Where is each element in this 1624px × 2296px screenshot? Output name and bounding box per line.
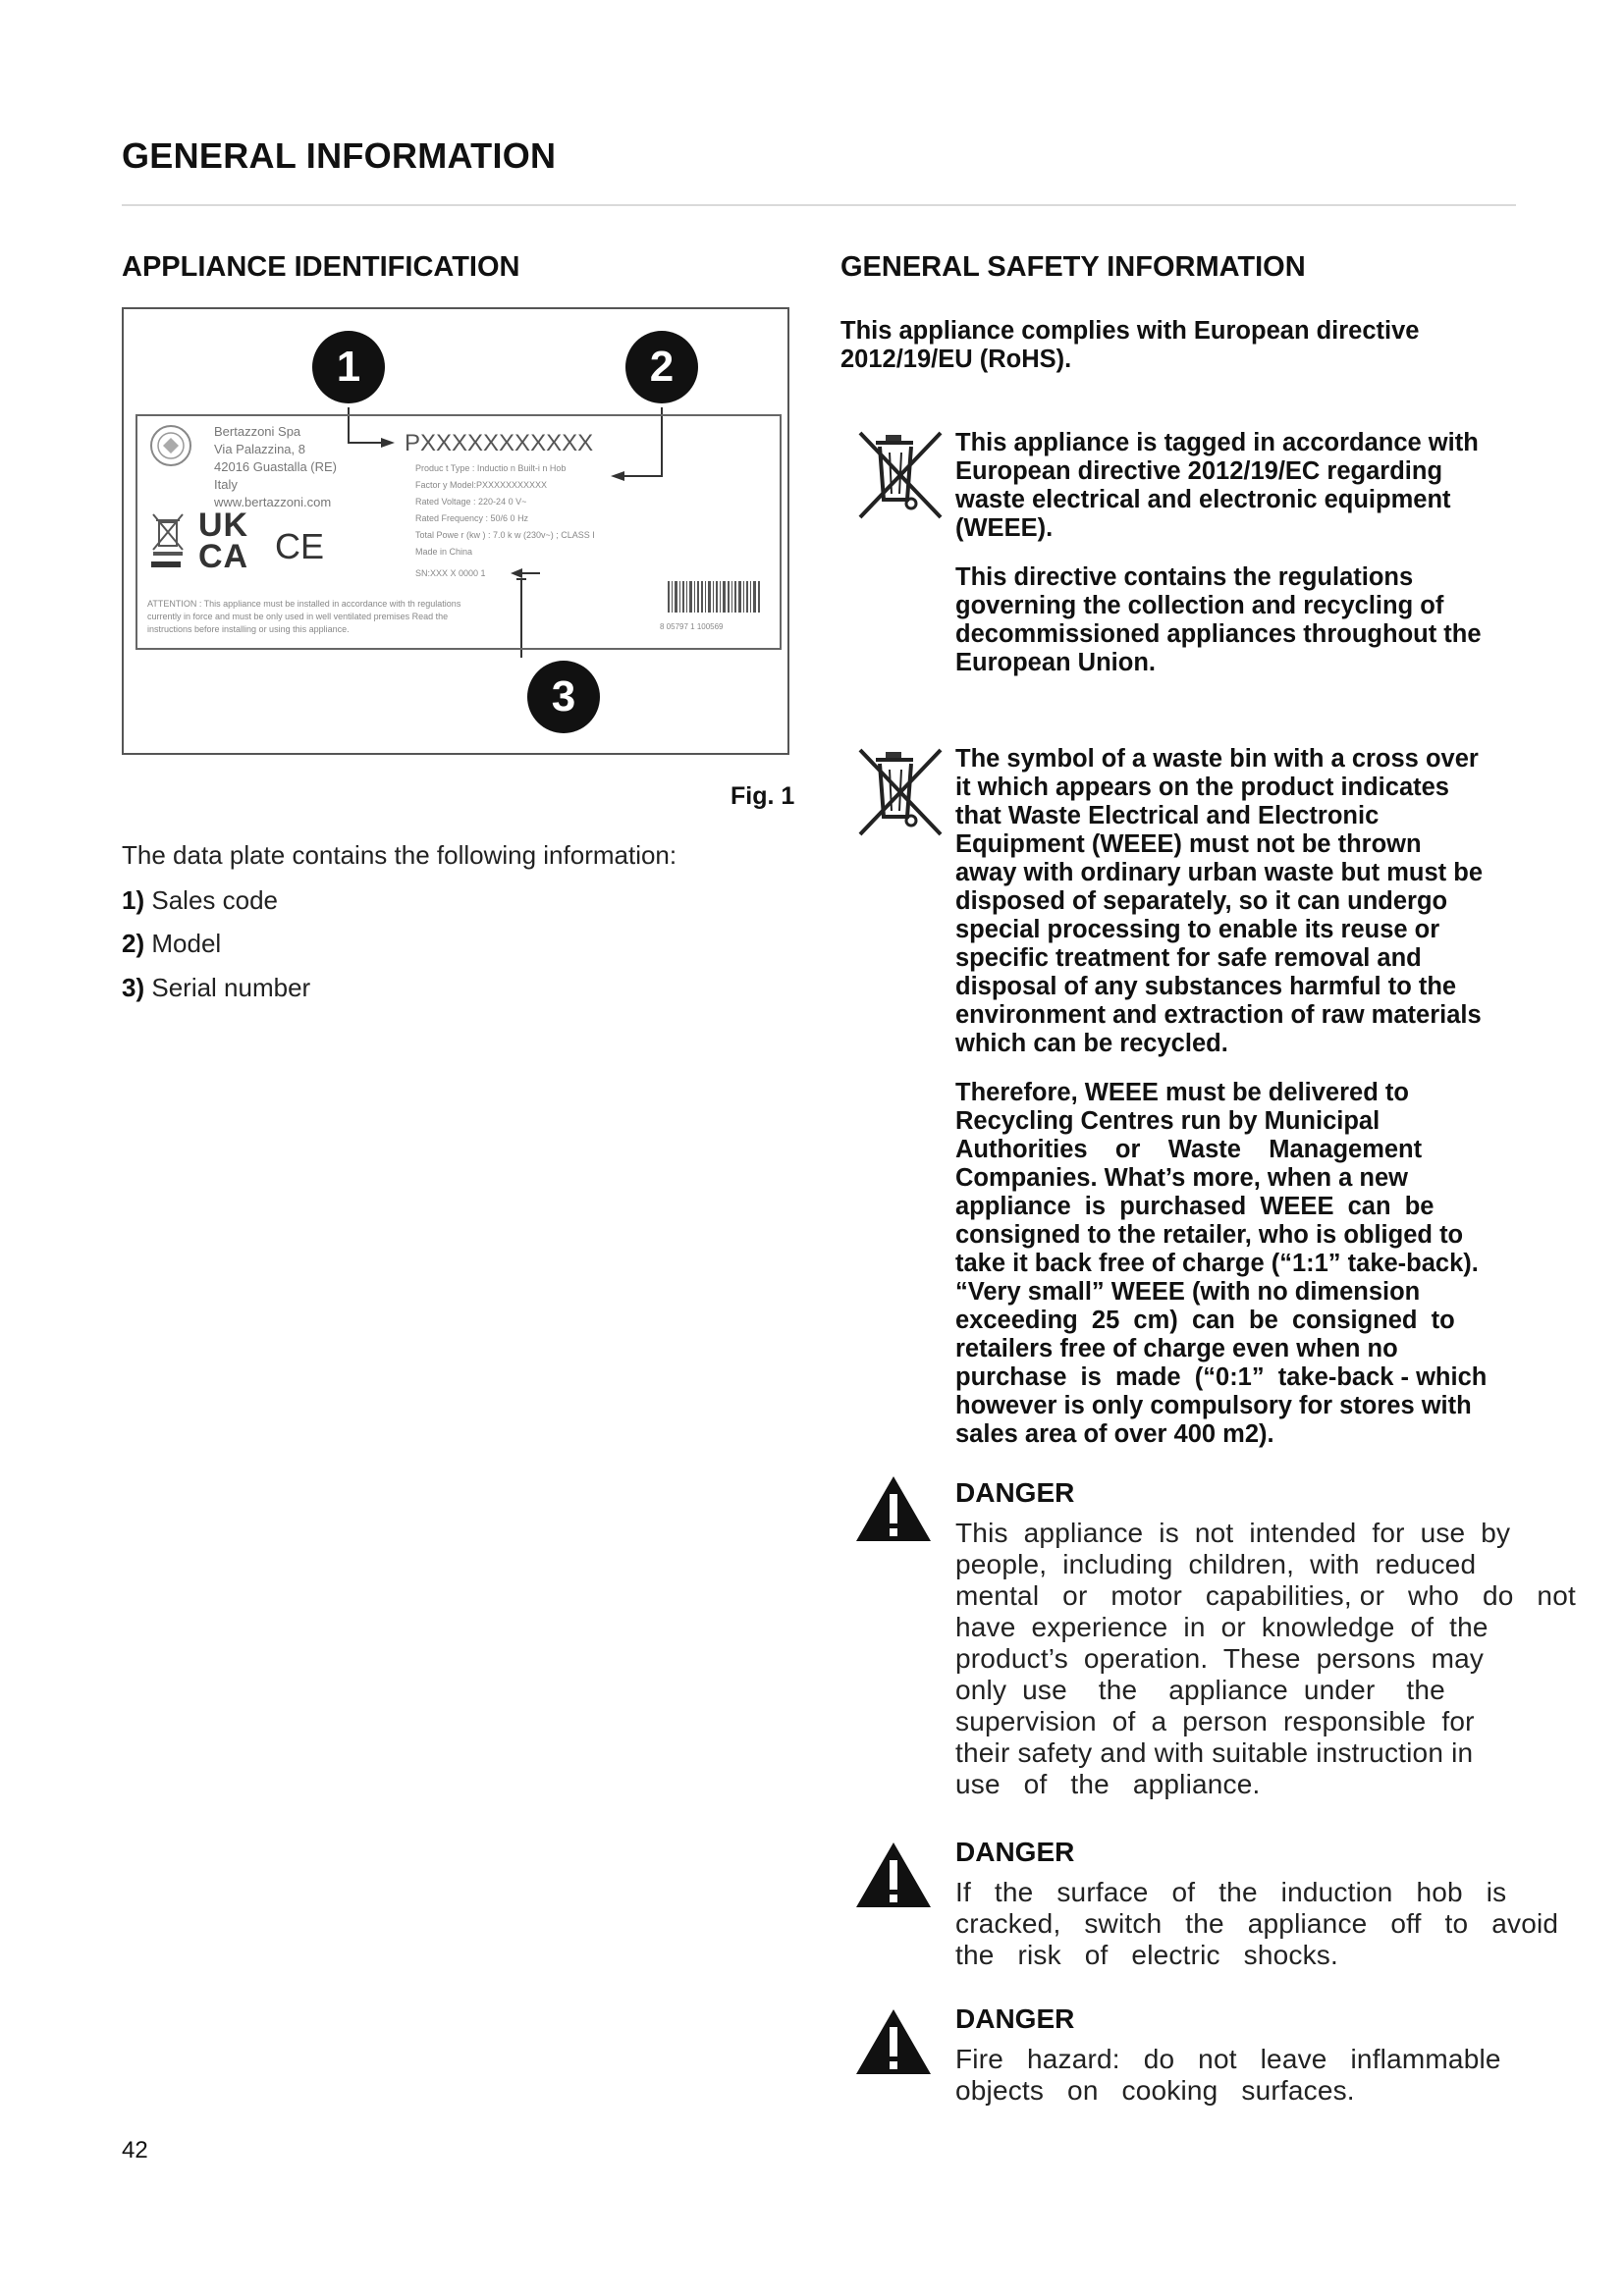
plate-attention-line-2: currently in force and must be only used in well ventilated premises Read the bbox=[147, 612, 449, 621]
plate-spec-power: Total Powe r (kw ) : 7.0 k w (230v~) ; CLASS I bbox=[415, 530, 595, 540]
danger-title: DANGER bbox=[955, 1477, 1075, 1508]
appliance-identification-heading: APPLIANCE IDENTIFICATION bbox=[122, 251, 520, 283]
barcode-icon bbox=[666, 581, 764, 620]
weee-underline-bar bbox=[151, 561, 181, 567]
weee-bin-icon bbox=[856, 429, 945, 523]
list-item: 1) Sales code bbox=[122, 885, 279, 915]
plate-spec-product-type: Produc t Type : Inductio n Built-i n Hob bbox=[415, 463, 567, 473]
plate-sales-code: PXXXXXXXXXXX bbox=[405, 430, 594, 456]
plate-company-country: Italy bbox=[214, 477, 238, 492]
page-title: GENERAL INFORMATION bbox=[122, 135, 557, 176]
plate-spec-origin: Made in China bbox=[415, 547, 473, 557]
weee-directive-paragraph: This directive contains the regulations governing the collection and recycling of decommissioned appliances throughout the European Union. bbox=[955, 563, 1482, 676]
rohs-paragraph: This appliance complies with European directive 2012/19/EU (RoHS). bbox=[840, 317, 1420, 373]
danger-warning-icon bbox=[854, 1841, 933, 1909]
danger-text-2: If the surface of the induction hob is cracked, switch the appliance off to avoid the risk of electric shocks. bbox=[955, 1877, 1559, 1970]
list-item: 3) Serial number bbox=[122, 973, 311, 1002]
callout-3-badge: 3 bbox=[527, 661, 600, 733]
plate-serial-number: SN:XXX X 0000 1 bbox=[415, 568, 486, 578]
danger-text-3: Fire hazard: do not leave inflammable objects on cooking surfaces. bbox=[955, 2044, 1501, 2106]
header-divider bbox=[122, 204, 1516, 206]
callout-1-badge: 1 bbox=[312, 331, 385, 403]
list-item: 2) Model bbox=[122, 929, 222, 958]
general-safety-heading: GENERAL SAFETY INFORMATION bbox=[840, 251, 1306, 283]
figure-caption: Fig. 1 bbox=[731, 782, 795, 810]
callout-2-badge: 2 bbox=[625, 331, 698, 403]
plate-company-name: Bertazzoni Spa bbox=[214, 424, 301, 439]
plate-company-city: 42016 Guastalla (RE) bbox=[214, 459, 338, 474]
plate-attention-line-1: ATTENTION : This appliance must be installed in accordance with th regulations bbox=[147, 599, 461, 609]
ce-mark: CE bbox=[275, 526, 325, 566]
weee-tagged-paragraph: This appliance is tagged in accordance with European directive 2012/19/EC regarding waste electrical and electronic equipment (WEEE). bbox=[955, 429, 1479, 542]
weee-bin-icon bbox=[856, 746, 945, 840]
plate-spec-frequency: Rated Frequency : 50/6 0 Hz bbox=[415, 513, 529, 523]
plate-spec-model: Factor y Model:PXXXXXXXXXXX bbox=[415, 480, 548, 490]
page-number: 42 bbox=[122, 2137, 148, 2163]
weee-symbol-paragraph: The symbol of a waste bin with a cross over it which appears on the product indicates that Waste Electrical and Electronic Equipment (WEEE) must not be thrown away with ordinary urban waste but must be disposed of separately, so it can undergo special processing to enable its reuse or specific treatment for safe removal and disposal of any substances harmful to the environment and extraction of raw materials which can be recycled. bbox=[955, 745, 1484, 1057]
ukca-mark-uk: UK bbox=[198, 507, 249, 544]
data-plate-intro: The data plate contains the following information: bbox=[122, 840, 677, 870]
serial-arrow-icon bbox=[511, 563, 540, 583]
danger-text-1: This appliance is not intended for use by people, including children, with reduced mental or motor capabilities, or who do not have experience in or knowledge of the product’s operation. These persons may only use the appliance under the supervision of a person responsible for their safety and with suitable instruction in use of the appliance. bbox=[955, 1518, 1576, 1799]
danger-title: DANGER bbox=[955, 1837, 1075, 1867]
weee-delivery-paragraph: Therefore, WEEE must be delivered to Recycling Centres run by Municipal Authorities or Waste Management Companies. What’s more, when a new appliance is purchased WEEE can be consigned to the retailer, who is obliged to take it back free of charge (“1:1” take-back). “Very small” WEEE (with no dimension exceeding 25 cm) can be consigned to retailers free of charge even when no purchase is made (“0:1” take-back - which however is only compulsory for stores with sales area of over 400 m2). bbox=[955, 1079, 1488, 1448]
danger-warning-icon bbox=[854, 1474, 933, 1543]
data-plate bbox=[135, 414, 782, 650]
plate-attention-line-3: instructions before installing or using this appliance. bbox=[147, 624, 350, 634]
plate-spec-voltage: Rated Voltage : 220-24 0 V~ bbox=[415, 497, 527, 507]
danger-title: DANGER bbox=[955, 2003, 1075, 2034]
plate-company-website: www.bertazzoni.com bbox=[214, 495, 332, 509]
barcode-digits: 8 05797 1 100569 bbox=[660, 622, 724, 631]
danger-warning-icon bbox=[854, 2007, 933, 2076]
ukca-mark-ca: CA bbox=[198, 538, 249, 575]
data-plate-figure bbox=[122, 307, 789, 755]
bertazzoni-seal-logo bbox=[149, 424, 192, 467]
weee-bin-small-icon bbox=[151, 512, 185, 556]
plate-company-address: Via Palazzina, 8 bbox=[214, 442, 305, 456]
